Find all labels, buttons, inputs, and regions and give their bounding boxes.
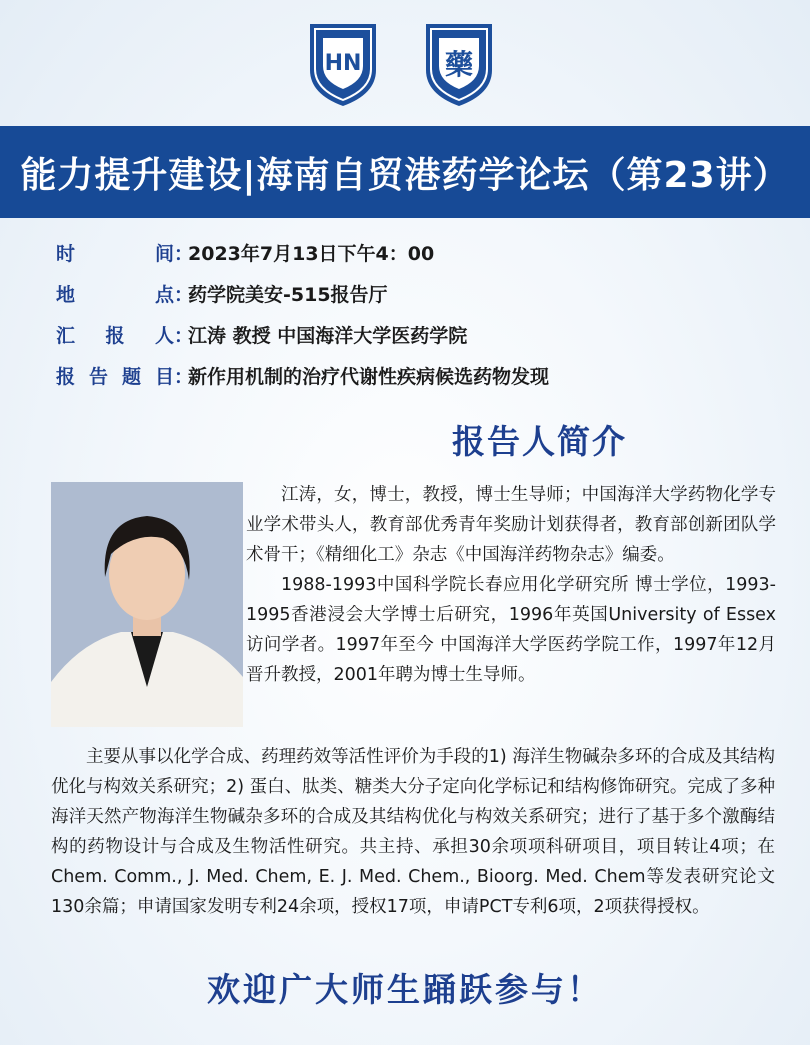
pharmacy-school-logo xyxy=(422,18,496,108)
bio-intro xyxy=(246,480,776,690)
info-row-speaker: 汇 报 人 ： 江涛 教授 中国海洋大学医药学院 xyxy=(56,314,776,355)
event-location: 药学院美安-515报告厅 xyxy=(188,284,388,306)
event-time: 2023年7月13日下午4：00 xyxy=(188,243,435,265)
speaker-portrait xyxy=(51,482,243,727)
info-row-time: 时 间 ： 2023年7月13日下午4：00 xyxy=(56,232,776,273)
info-label: 汇 报 人 xyxy=(56,325,174,347)
bio-paragraph: 主要从事以化学合成、药理药效等活性评价为手段的1) 海洋生物碱杂多环的合成及其结构优化与构效关系研究；2) 蛋白、肽类、糖类大分子定向化学标记和结构修饰研究。完成了多种海洋天然产物海洋生物碱杂多环的合成及其结构优化与构效关系研究；进行了基于多个激酶结构的药物设计与合成及生物活性研究。共主持、承担30余项项科研项目，项目转让4项；在Chem. Comm., J. Med. Chem, E. J. Med. Chem., Bioorg. Med. Chem等发表研究论文130余篇；申请国家发明专利24余项，授权17项，申请PCT专利6项，2项获得授权。 xyxy=(51,747,775,917)
university-logo xyxy=(306,18,380,108)
info-label: 时 间 xyxy=(56,243,174,265)
section-heading: 报告人简介 xyxy=(452,422,627,461)
bio-paragraph: 江涛，女，博士，教授，博士生导师；中国海洋大学药物化学专业学术带头人，教育部优秀青年奖励计划获得者，教育部创新团队学术骨干；《精细化工》杂志《中国海洋药物杂志》编委。 xyxy=(246,485,776,565)
svg-text:HN: HN xyxy=(324,51,362,76)
event-topic: 新作用机制的治疗代谢性疾病候选药物发现 xyxy=(188,366,550,388)
info-label: 报 告 题 目 xyxy=(56,366,174,388)
title-banner xyxy=(0,126,810,218)
page-title: 能力提升建设|海南自贸港药学论坛（第23讲） xyxy=(20,154,790,196)
closing-invitation: 欢迎广大师生踊跃参与！ xyxy=(207,970,603,1009)
bio-research xyxy=(51,742,775,922)
info-row-topic: 报 告 题 目 ： 新作用机制的治疗代谢性疾病候选药物发现 xyxy=(56,355,776,396)
event-speaker: 江涛 教授 中国海洋大学医药学院 xyxy=(188,325,468,347)
logos xyxy=(0,18,810,110)
info-label: 地 点 xyxy=(56,284,174,306)
svg-text:藥: 藥 xyxy=(444,48,474,81)
event-info xyxy=(56,232,776,396)
info-row-location: 地 点 ： 药学院美安-515报告厅 xyxy=(56,273,776,314)
bio-paragraph: 1988-1993中国科学院长春应用化学研究所 博士学位，1993-1995香港浸会大学博士后研究，1996年英国University of Essex 访问学者。1997年至今 中国海洋大学医药学院工作，1997年12月晋升教授，2001年聘为博士生导师。 xyxy=(246,575,776,685)
